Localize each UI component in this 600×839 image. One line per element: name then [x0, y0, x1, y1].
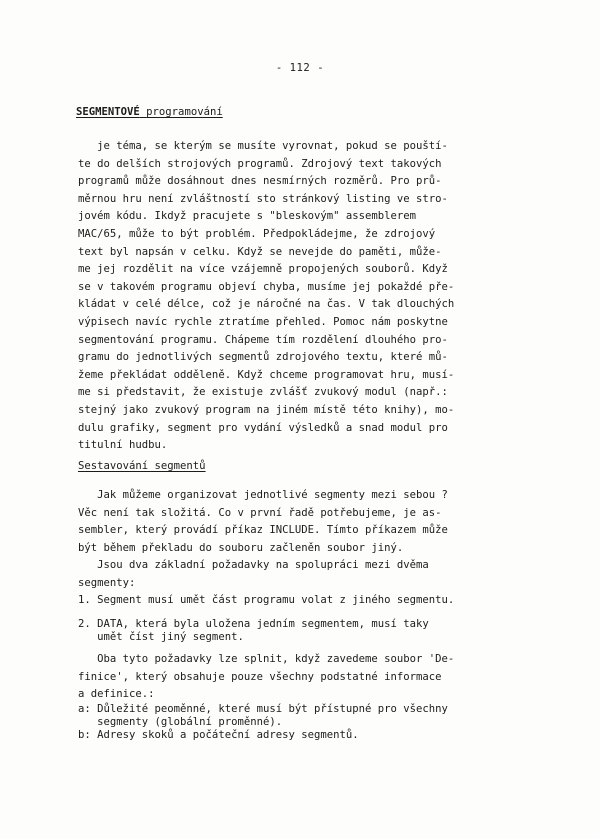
page-number: - 112 - [275, 62, 325, 74]
section-heading-bold-word: SEGMENTOVÉ [76, 106, 140, 118]
paragraph-definitions: Oba tyto požadavky lze splnit, když zavedeme soubor 'De- finice', který obsahuje pouze všechny podstatné informace a definice.: [78, 653, 455, 701]
list-item-1: 1. Segment musí umět část programu volat z jiného segmentu. [78, 594, 455, 606]
paragraph-organization: Jak můžeme organizovat jednotlivé segmenty mezi sebou ? Věc není tak složitá. Co v první řadě potřebujeme, je as- sembler, který provádí příkaz INCLUDE. Tímto příkazem může být během překladu do souboru začleněn soubor jiný. Jsou dva základní požadavky na spolupráci mezi dvěma segmenty: [78, 489, 448, 589]
sub-item-a: a: Důležité peoměnné, které musí být přístupné pro všechny segmenty (globální proměnné). [78, 703, 448, 728]
section-heading-sestavovani: Sestavování segmentů [78, 460, 206, 472]
section-heading-segmentove [76, 106, 223, 118]
sub-item-b: b: Adresy skoků a počáteční adresy segmentů. [78, 729, 359, 741]
paragraph-intro: je téma, se kterým se musíte vyrovnat, pokud se pouští- te do delších strojových programů. Zdrojový text takových programů může dosáhnout dnes nesmírných rozměrů. Pro prů- měrnou hru není zvláštností sto stránkový listing ve stro- jovém kódu. Ikdyž pracujete s "bleskovým" assemblerem MAC/65, může to být problém. Předpokládejme, že zdrojový text byl napsán v celku. Když se nevejde do paměti, může- me jej rozdělit na více vzájemně propojených souborů. Když se v takovém programu objeví chyba, musíme jej pokaždé pře- kládat v celé délce, což je náročné na čas. V tak dlouchých výpisech navíc rychle ztratíme přehled. Pomoc nám poskytne segmentování programu. Chápeme tím rozdělení dlouhého pro- gramu do jednotlivých segmentů zdrojového textu, které mů- žeme překládat odděleně. Když chceme programovat hru, musí- me si představit, že existuje zvlášť zvukový modul (např.: stejný jako zvukový program na jiném místě této knihy), mo- dulu grafiky, segment pro vydání výsledků a snad modul pro titulní hudbu. [78, 140, 455, 452]
list-item-2: 2. DATA, která byla uložena jedním segmentem, musí taky umět číst jiný segment. [78, 618, 429, 643]
section-heading-rest: programování [146, 106, 223, 118]
